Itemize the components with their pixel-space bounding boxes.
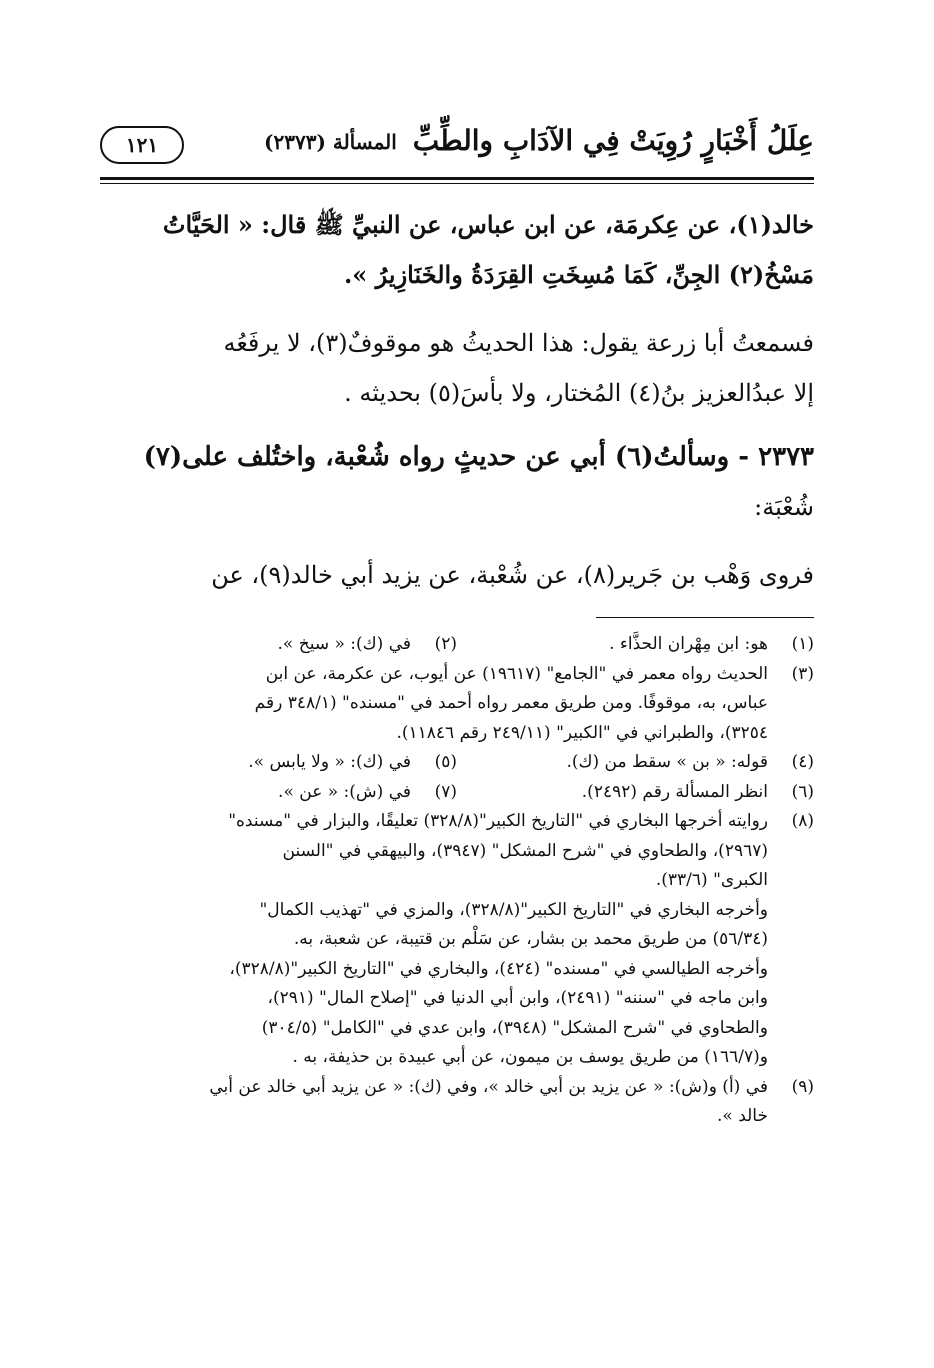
- paragraph-issue-2373: [100, 432, 814, 532]
- footnote-text: قوله: « بن » سقط من (ك).: [566, 752, 768, 772]
- body-line: مَسْخُ(٢) الجِنِّ، كَمَا مُسِخَتِ القِرَدَةُ والخَنَازِيرُ ».: [343, 260, 814, 289]
- footnote-number: (٦): [791, 781, 814, 802]
- footnote-continuation: وأخرجه الطيالسي في "مسنده" (٤٢٤)، والبخاري في "التاريخ الكبير"(٣٢٨/٨)،: [229, 958, 768, 979]
- book-title: عِلَلُ أَخْبَارٍ رُوِيَتْ فِي الآدَابِ والطِّبِّ: [412, 124, 814, 157]
- footnote-row: [100, 748, 814, 778]
- footnote-4: [457, 748, 814, 778]
- footnote-continuation: (٥٦/٣٤) من طريق محمد بن بشار، عن سَلْم بن قتيبة، عن شعبة، به.: [293, 929, 768, 949]
- footnote-2: [100, 630, 457, 660]
- footnote-continuation: والطحاوي في "شرح المشكل" (٣٩٤٨)، وابن عدي في "الكامل" (٣٠٤/٥): [261, 1017, 768, 1038]
- footnote-number: (٤): [791, 752, 814, 772]
- body-line: إلا عبدُالعزيز بنُ(٤) المُختار، ولا بأسَ(٥) بحديثه .: [344, 379, 814, 407]
- footnote-number: (٧): [434, 781, 457, 802]
- footnote-separator: [596, 617, 814, 618]
- body-line: خالد(١)، عن عِكرمَة، عن ابن عباس، عن النبيِّ ﷺ قال: « الحَيَّاتُ: [162, 210, 814, 239]
- footnote-number: (١): [791, 634, 814, 654]
- footnote-number: (٢): [434, 634, 457, 654]
- body-line: فسمعتُ أبا زرعة يقول: هذا الحديثُ هو موقوفٌ(٣)، لا يرفَعُه: [223, 329, 814, 357]
- footnote-number: (٣): [791, 663, 814, 684]
- issue-label: المسألة (٢٣٧٣): [264, 130, 397, 154]
- footnote-9: [100, 1073, 814, 1103]
- footnote-number: (٩): [791, 1076, 814, 1097]
- footnote-text: في (ك): « سيخ ».: [277, 634, 411, 654]
- footnote-continuation: ٣٢٥٤)، والطبراني في "الكبير" (٢٤٩/١١ رقم ١١٨٤٦).: [396, 722, 768, 743]
- issue-heading-line: ٢٣٧٣ - وسألتُ(٦) أبي عن حديثٍ رواه شُعْبة، واختُلف على(٧): [143, 442, 814, 472]
- body-line: فروى وَهْب بن جَرير(٨)، عن شُعْبة، عن يزيد أبي خالد(٩)، عن: [211, 561, 814, 589]
- body-line: شُعْبَة:: [754, 493, 814, 521]
- footnote-text: الحديث رواه معمر في "الجامع" (١٩٦١٧) عن أيوب، عن عكرمة، عن ابن: [265, 663, 768, 684]
- footnote-row: [100, 778, 814, 808]
- footnote-continuation: وأخرجه البخاري في "التاريخ الكبير"(٣٢٨/٨)، والمزي في "تهذيب الكمال": [259, 899, 768, 920]
- footnote-8: [100, 807, 814, 837]
- paragraph-hadith: [100, 200, 814, 300]
- footnote-continuation: خالد ».: [717, 1106, 768, 1126]
- header-rule-thick: [100, 177, 814, 180]
- footnote-text: في (أ) و(ش): « عن يزيد بن أبي خالد »، وفي (ك): « عن يزيد أبي خالد عن أبي: [209, 1076, 768, 1097]
- footnote-number: (٨): [791, 811, 814, 831]
- footnote-5: [100, 748, 457, 778]
- footnote-continuation: وابن ماجه في "سننه" (٢٤٩١)، وابن أبي الدنيا في "إصلاح المال" (٢٩١)،: [267, 988, 768, 1008]
- footnote-row: [100, 630, 814, 660]
- paragraph-abu-zurah: [100, 318, 814, 418]
- footnote-text: روايته أخرجها البخاري في "التاريخ الكبير"(٣٢٨/٨) تعليقًا، والبزار في "مسنده": [228, 811, 768, 831]
- footnote-continuation: و(١٦٦/٧) من طريق يوسف بن ميمون، عن أبي عبيدة بن حذيفة، به .: [292, 1047, 768, 1067]
- footnote-text: في (ش): « عن ».: [278, 781, 411, 802]
- running-header: [100, 120, 814, 178]
- footnote-continuation: الكبرى" (٣٣/٦).: [655, 870, 768, 890]
- footnote-3: [100, 660, 814, 690]
- page-number-badge: ١٢١: [100, 126, 184, 164]
- footnote-1: [457, 630, 814, 660]
- footnote-continuation: (٢٩٦٧)، والطحاوي في "شرح المشكل" (٣٩٤٧)، والبيهقي في "السنن: [282, 840, 768, 861]
- footnote-continuation: عباس، به، موقوفًا. ومن طريق معمر رواه أحمد في "مسنده" (٣٤٨/١ رقم: [254, 693, 768, 713]
- footnotes: [100, 630, 814, 1132]
- footnote-text: انظر المسألة رقم (٢٤٩٢).: [581, 781, 768, 802]
- footnote-7: [100, 778, 457, 808]
- footnote-number: (٥): [434, 752, 457, 772]
- footnote-text: في (ك): « ولا يابس ».: [248, 752, 411, 772]
- header-rule-thin: [100, 183, 814, 184]
- footnote-text: هو: ابن مِهْران الحذَّاء .: [609, 634, 768, 654]
- footnote-6: [457, 778, 814, 808]
- paragraph-wahb: [100, 550, 814, 600]
